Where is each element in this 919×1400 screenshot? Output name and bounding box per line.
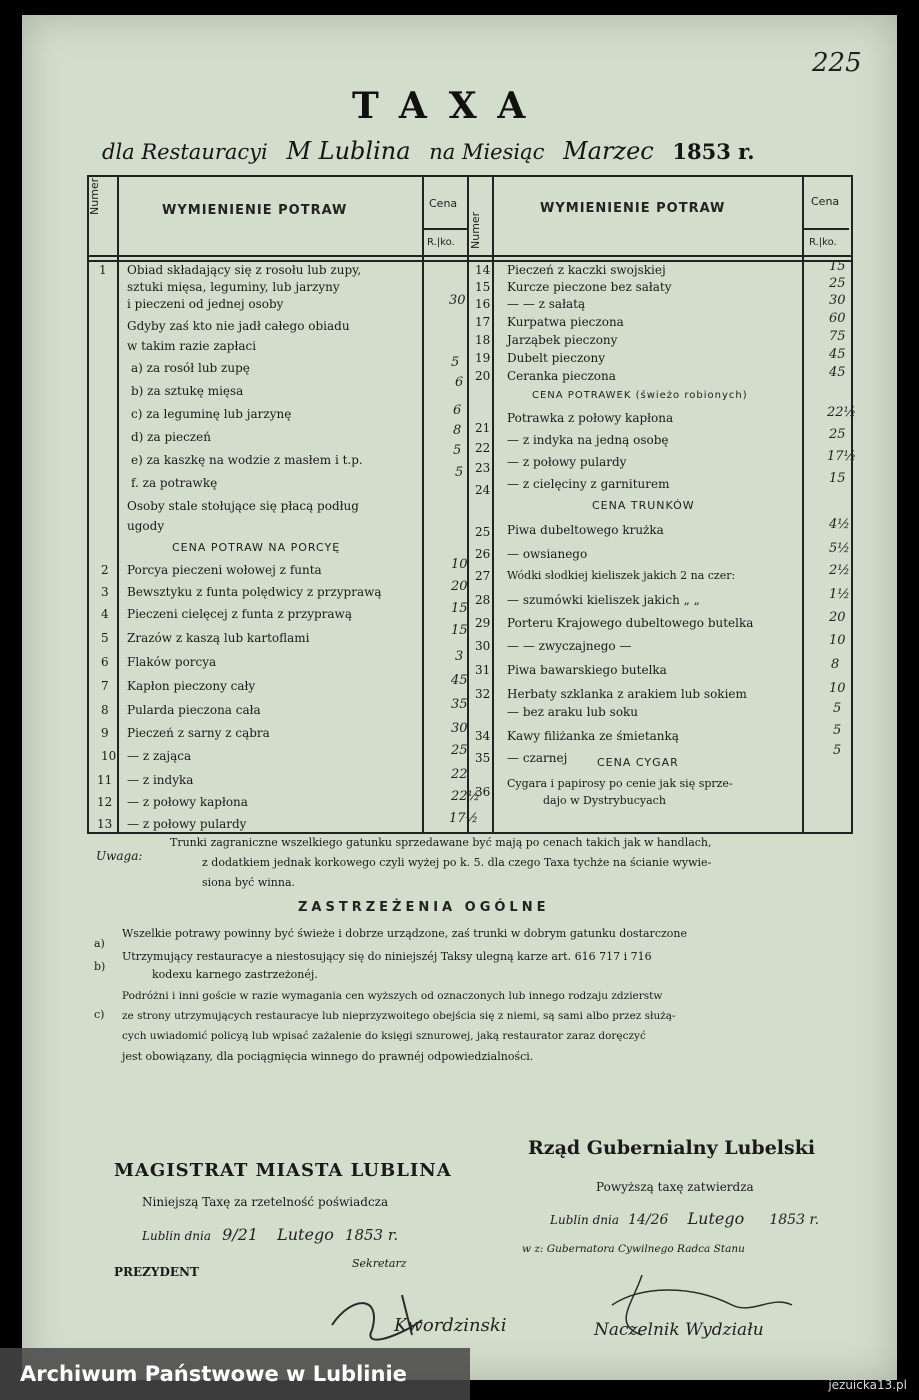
row-text: Porteru Krajowego dubeltowego butelka xyxy=(507,616,754,630)
row-price: 22½ xyxy=(827,405,857,420)
row-text: Piwa bawarskiego butelka xyxy=(507,663,667,677)
zastrzezenie-label: b) xyxy=(94,960,106,973)
row-text: Herbaty szklanka z arakiem lub sokiem xyxy=(507,687,747,701)
subtitle-line xyxy=(102,137,755,165)
row-text: — owsianego xyxy=(507,547,588,561)
row-number: 29 xyxy=(475,616,491,630)
row-text: Flaków porcya xyxy=(127,655,217,669)
row-number: 34 xyxy=(475,729,491,743)
header-cena-right: Cena xyxy=(811,195,840,208)
uwaga-line: siona być winna. xyxy=(202,876,295,889)
zastrzezenie-line: Podróżni i inni goście w razie wymagania cen wyższych od oznaczonych lub innego rodzaju zdzierstw xyxy=(122,990,663,1002)
row-price: 17½ xyxy=(449,811,479,826)
row-text: Zrazów z kaszą lub kartoflami xyxy=(127,631,310,645)
row-text: Kurpatwa pieczona xyxy=(507,315,624,329)
row-text: a) za rosół lub zupę xyxy=(131,361,250,375)
row-price: 5 xyxy=(833,701,842,716)
rzad-line: Powyższą taxę zatwierdza xyxy=(596,1180,754,1194)
magistrat-signature: Kwordzinski xyxy=(394,1315,507,1336)
row-text: Porcya pieczeni wołowej z funta xyxy=(127,563,322,577)
row-number: 24 xyxy=(475,483,491,497)
uwaga-line: z dodatkiem jednak korkowego czyli wyżej po k. 5. dla czego Taxa tychże na ścianie wywie- xyxy=(202,856,712,869)
row-text: Bewsztyku z funta polędwicy z przyprawą xyxy=(127,585,382,599)
zastrzezenie-label: a) xyxy=(94,937,105,950)
row-price: 30 xyxy=(451,721,468,736)
row-number: 3 xyxy=(101,585,109,599)
magistrat-year: 1853 r. xyxy=(344,1226,399,1244)
row-text: — z zająca xyxy=(127,749,192,763)
row-price: 1½ xyxy=(829,587,850,602)
prezydent-label: PREZYDENT xyxy=(114,1265,199,1279)
sekretarz-label: Sekretarz xyxy=(352,1257,407,1270)
row-price: 15 xyxy=(829,259,846,274)
archive-watermark: Archiwum Państwowe w Lublinie xyxy=(0,1348,470,1400)
row-text: d) za pieczeń xyxy=(131,430,211,444)
magistrat-title: MAGISTRAT MIASTA LUBLINA xyxy=(114,1160,452,1181)
page-number: 225 xyxy=(812,48,862,78)
row-number: 1 xyxy=(99,263,107,277)
row-text: Kurcze pieczone bez sałaty xyxy=(507,280,672,294)
row-price: 22½ xyxy=(451,789,481,804)
row-number: 19 xyxy=(475,351,491,365)
header-numer-right: Numer xyxy=(469,211,482,249)
row-price: 22 xyxy=(451,767,468,782)
row-number: 13 xyxy=(97,817,113,831)
row-number: 20 xyxy=(475,369,491,383)
uwaga-line: Trunki zagraniczne wszelkiego gatunku sprzedawane być mają po cenach takich jak w handlach, xyxy=(170,836,712,849)
row-number: 26 xyxy=(475,547,491,561)
rzad-date xyxy=(550,1209,819,1228)
row-price: 5 xyxy=(453,443,462,458)
row-price: 15 xyxy=(451,601,468,616)
row-number: 4 xyxy=(101,607,109,621)
row-number: 35 xyxy=(475,751,491,765)
row-text: Pieczeń z sarny z cąbra xyxy=(127,726,270,740)
magistrat-line: Niniejszą Taxę za rzetelność poświadcza xyxy=(142,1195,389,1209)
row-text: Cygara i papirosy po cenie jak się sprze- xyxy=(507,777,733,790)
magistrat-date-prefix: Lublin dnia xyxy=(142,1229,211,1243)
row-number: 30 xyxy=(475,639,491,653)
right-section-potrawki: CENA POTRAWEK (świeżo robionych) xyxy=(532,390,748,401)
row-price: 60 xyxy=(829,311,846,326)
row-price: 20 xyxy=(829,610,846,625)
left-section-heading: CENA POTRAW NA PORCYĘ xyxy=(172,541,341,554)
header-cena-left: Cena xyxy=(429,197,458,210)
row-number: 9 xyxy=(101,726,109,740)
row-text: i pieczeni od jednej osoby xyxy=(127,297,284,311)
row-price: 17½ xyxy=(827,449,857,464)
row-text: — — z sałatą xyxy=(507,297,586,311)
rzad-zastepca: w z: Gubernatora Cywilnego Radca Stanu xyxy=(522,1243,745,1255)
row-text: — z połowy pulardy xyxy=(507,455,627,469)
row-price: 8 xyxy=(831,657,840,672)
row-number: 7 xyxy=(101,679,109,693)
row-number: 14 xyxy=(475,263,491,277)
row-price: 8 xyxy=(453,423,462,438)
row-text: Obiad składający się z rosołu lub zupy, xyxy=(127,263,362,277)
row-text: — — zwyczajnego — xyxy=(507,639,632,653)
site-credit: jezuicka13.pl xyxy=(828,1378,907,1392)
row-number: 27 xyxy=(475,569,491,583)
right-section-cygara: CENA CYGAR xyxy=(597,756,679,769)
row-text: Kapłon pieczony cały xyxy=(127,679,256,693)
row-number: 10 xyxy=(101,749,117,763)
row-number: 32 xyxy=(475,687,491,701)
row-price: 10 xyxy=(829,633,846,648)
uwaga-label: Uwaga: xyxy=(96,849,143,863)
header-items-left: WYMIENIENIE POTRAW xyxy=(162,203,348,218)
row-number: 6 xyxy=(101,655,109,669)
row-price: 25 xyxy=(829,427,846,442)
row-number: 36 xyxy=(475,785,491,799)
zastrzezenia-title: ZASTRZEŻENIA OGÓLNE xyxy=(298,900,550,915)
subtitle-year: 1853 r. xyxy=(672,139,755,164)
zastrzezenie-line: Utrzymujący restauracye a niestosujący się do niniejszéj Taksy ulegną karze art. 616 717 i 716 xyxy=(122,950,652,963)
row-price: 5 xyxy=(833,743,842,758)
right-section-trunki: CENA TRUNKÓW xyxy=(592,499,695,512)
row-text: — z cielęciny z garniturem xyxy=(507,477,670,491)
rzad-year: 1853 r. xyxy=(769,1212,820,1228)
row-price: 45 xyxy=(829,365,846,380)
row-text: Wódki słodkiej kieliszek jakich 2 na czer: xyxy=(507,569,736,582)
row-text: Osoby stale stołujące się płacą podług xyxy=(127,499,359,513)
row-price: 45 xyxy=(829,347,846,362)
header-rkop-right: R.|ko. xyxy=(809,237,837,248)
document-sheet xyxy=(22,15,897,1380)
subtitle-hand-city: M Lublina xyxy=(286,137,411,165)
row-price: 15 xyxy=(451,623,468,638)
subtitle-hand-month: Marzec xyxy=(563,137,654,165)
row-number: 5 xyxy=(101,631,109,645)
signature-flourish xyxy=(312,1275,812,1355)
row-price: 5 xyxy=(455,465,464,480)
row-number: 11 xyxy=(97,773,113,787)
row-number: 23 xyxy=(475,461,491,475)
magistrat-month-hand: Lutego xyxy=(277,1225,334,1244)
row-text: f. za potrawkę xyxy=(131,476,218,490)
row-text: — z połowy pulardy xyxy=(127,817,247,831)
zastrzezenie-label: c) xyxy=(94,1008,105,1021)
header-numer-left: Numer xyxy=(88,177,101,215)
row-text: — z połowy kapłona xyxy=(127,795,248,809)
row-number: 2 xyxy=(101,563,109,577)
zastrzezenie-line: ze strony utrzymujących restauracye lub nieprzyzwoitego obejścia się z niemi, są sami albo przez służą- xyxy=(122,1010,676,1022)
row-price: 45 xyxy=(451,673,468,688)
row-number: 8 xyxy=(101,703,109,717)
row-text: Dubelt pieczony xyxy=(507,351,606,365)
row-price: 35 xyxy=(451,697,468,712)
row-text: — bez araku lub soku xyxy=(507,705,639,719)
row-price: 5½ xyxy=(829,541,850,556)
row-text: sztuki mięsa, leguminy, lub jarzyny xyxy=(127,280,340,294)
row-text: Kawy filiżanka ze śmietanką xyxy=(507,729,679,743)
zastrzezenie-line: Wszelkie potrawy powinny być świeże i dobrze urządzone, zaś trunki w dobrym gatunku dostarczone xyxy=(122,927,687,940)
magistrat-date xyxy=(142,1225,398,1244)
row-number: 28 xyxy=(475,593,491,607)
row-text: e) za kaszkę na wodzie z masłem i t.p. xyxy=(131,453,363,467)
subtitle-printed-mid: na Miesiąc xyxy=(429,140,545,164)
row-number: 15 xyxy=(475,280,491,294)
rzad-date-hand: 14/26 xyxy=(628,1212,669,1228)
row-price: 2½ xyxy=(829,563,850,578)
rzad-date-prefix: Lublin dnia xyxy=(550,1213,619,1227)
row-price: 10 xyxy=(451,557,468,572)
row-price: 4½ xyxy=(829,517,850,532)
row-price: 15 xyxy=(829,471,846,486)
row-price: 20 xyxy=(451,579,468,594)
row-number: 12 xyxy=(97,795,113,809)
row-text: Pularda pieczona cała xyxy=(127,703,261,717)
row-price: 30 xyxy=(449,293,466,308)
header-items-right: WYMIENIENIE POTRAW xyxy=(540,201,726,216)
row-text: Ceranka pieczona xyxy=(507,369,616,383)
row-number: 18 xyxy=(475,333,491,347)
row-price: 3 xyxy=(455,649,464,664)
rzad-month-hand: Lutego xyxy=(687,1209,745,1228)
row-text: Pieczeń z kaczki swojskiej xyxy=(507,263,666,277)
row-price: 75 xyxy=(829,329,846,344)
row-price: 6 xyxy=(455,375,464,390)
row-price: 25 xyxy=(451,743,468,758)
row-number: 25 xyxy=(475,525,491,539)
document-title: TAXA xyxy=(352,85,548,127)
row-price: 6 xyxy=(453,403,462,418)
row-text: w takim razie zapłaci xyxy=(127,339,257,353)
row-number: 17 xyxy=(475,315,491,329)
row-price: 5 xyxy=(451,355,460,370)
row-price: 10 xyxy=(829,681,846,696)
row-number: 31 xyxy=(475,663,491,677)
zastrzezenie-line: jest obowiązany, dla pociągnięcia winnego do prawnéj odpowiedzialności. xyxy=(122,1050,534,1063)
row-text: b) za sztukę mięsa xyxy=(131,384,244,398)
row-price: 30 xyxy=(829,293,846,308)
row-text: dajo w Dystrybucyach xyxy=(543,794,666,807)
row-text: Piwa dubeltowego krużka xyxy=(507,523,664,537)
row-text: — z indyka na jedną osobę xyxy=(507,433,669,447)
row-text: ugody xyxy=(127,519,165,533)
zastrzezenie-line: cych uwiadomić policyą lub wpisać zażalenie do księgi sznurowej, jaką restaurator zaraz doręczyć xyxy=(122,1030,646,1042)
magistrat-date-hand: 9/21 xyxy=(222,1225,259,1244)
zastrzezenie-line: kodexu karnego zastrzeżonéj. xyxy=(152,968,318,981)
subtitle-printed-left: dla Restauracyi xyxy=(102,140,268,164)
row-text: Jarząbek pieczony xyxy=(507,333,618,347)
row-text: — czarnej xyxy=(507,751,568,765)
row-text: Gdyby zaś kto nie jadł całego obiadu xyxy=(127,319,350,333)
row-text: Pieczeni cielęcej z funta z przyprawą xyxy=(127,607,352,621)
row-text: Potrawka z połowy kapłona xyxy=(507,411,674,425)
row-number: 22 xyxy=(475,441,491,455)
rzad-signature: Naczelnik Wydziału xyxy=(594,1320,764,1340)
row-text: — z indyka xyxy=(127,773,194,787)
row-number: 21 xyxy=(475,421,491,435)
row-price: 25 xyxy=(829,276,846,291)
row-number: 16 xyxy=(475,297,491,311)
rzad-title: Rząd Gubernialny Lubelski xyxy=(528,1137,816,1159)
row-text: — szumówki kieliszek jakich „ „ xyxy=(507,593,700,607)
row-text: c) za leguminę lub jarzynę xyxy=(131,407,292,421)
row-price: 5 xyxy=(833,723,842,738)
header-rkop-left: R.|ko. xyxy=(427,237,455,248)
